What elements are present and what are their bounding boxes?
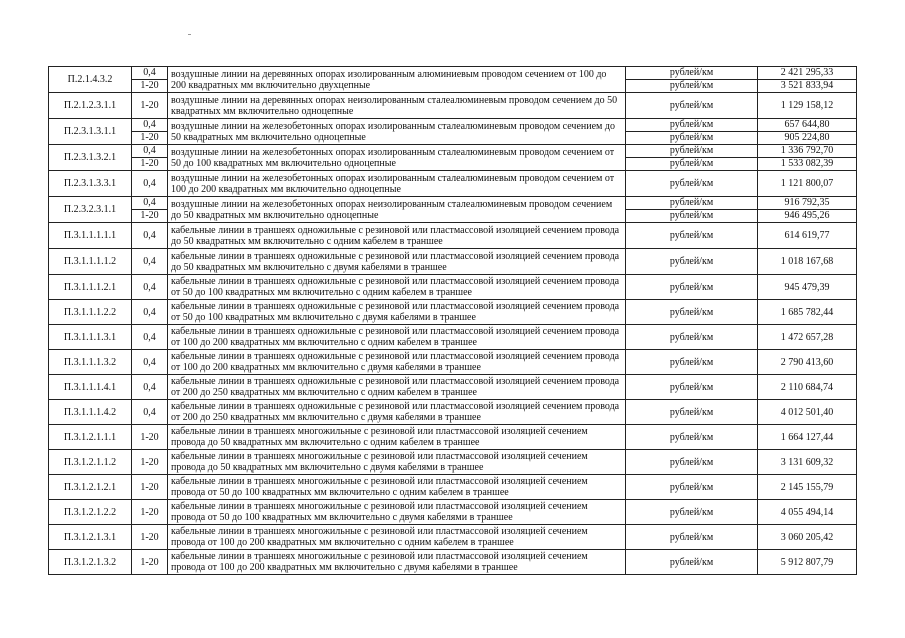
row-unit: рублей/км xyxy=(626,375,758,400)
row-price: 2 790 413,60 xyxy=(758,350,857,375)
table-row xyxy=(49,550,857,575)
row-code: П.3.1.2.1.3.1 xyxy=(49,525,132,550)
row-description: кабельные линии в траншеях одножильные с резиновой или пластмассовой изоляцией сечением провода от 100 до 200 квадратных мм включительно с двумя кабелями в траншее xyxy=(168,350,626,375)
row-voltage: 0,4 xyxy=(132,249,168,275)
row-unit: рублей/км xyxy=(626,93,758,119)
row-description: кабельные линии в траншеях многожильные с резиновой или пластмассовой изоляцией сечением провода от 100 до 200 квадратных мм включительно с двумя кабелями в траншее xyxy=(168,550,626,575)
row-price: 1 121 800,07 xyxy=(758,171,857,197)
row-price: 2 145 155,79 xyxy=(758,475,857,500)
row-price: 2 110 684,74 xyxy=(758,375,857,400)
row-unit: рублей/км xyxy=(626,171,758,197)
table-row xyxy=(49,145,857,171)
row-code: П.3.1.1.1.1.1 xyxy=(49,223,132,249)
row-unit: рублей/км xyxy=(626,249,758,275)
tariff-table-body xyxy=(49,67,857,575)
row-voltage: 1-20 xyxy=(132,525,168,550)
row-price: 1 664 127,44 xyxy=(758,425,857,450)
row-description: кабельные линии в траншеях одножильные с резиновой или пластмассовой изоляцией сечением провода до 50 квадратных мм включительно с одним кабелем в траншее xyxy=(168,223,626,249)
row-unit: рублей/км xyxy=(626,425,758,450)
unit-value: рублей/км xyxy=(669,119,714,130)
row-code: П.3.1.1.1.3.2 xyxy=(49,350,132,375)
row-voltage xyxy=(132,145,168,171)
row-description: кабельные линии в траншеях одножильные с резиновой или пластмассовой изоляцией сечением провода от 100 до 200 квадратных мм включительно с одним кабелем в траншее xyxy=(168,325,626,350)
row-description: кабельные линии в траншеях одножильные с резиновой или пластмассовой изоляцией сечением провода от 200 до 250 квадратных мм включительно с одним кабелем в траншее xyxy=(168,375,626,400)
row-code: П.3.1.1.1.4.2 xyxy=(49,400,132,425)
table-row xyxy=(49,500,857,525)
row-code: П.2.3.1.3.1.1 xyxy=(49,119,132,145)
row-code: П.2.3.1.3.2.1 xyxy=(49,145,132,171)
row-unit: рублей/км xyxy=(626,275,758,300)
voltage-value: 0,4 xyxy=(143,145,156,156)
voltage-value: 1-20 xyxy=(132,209,167,222)
row-code: П.2.1.4.3.2 xyxy=(49,67,132,93)
voltage-value: 0,4 xyxy=(143,197,156,208)
row-unit: рублей/км xyxy=(626,525,758,550)
row-description: кабельные линии в траншеях многожильные с резиновой или пластмассовой изоляцией сечением провода до 50 квадратных мм включительно с двумя кабелями в траншее xyxy=(168,450,626,475)
row-unit: рублей/км xyxy=(626,325,758,350)
table-row xyxy=(49,450,857,475)
unit-value: рублей/км xyxy=(626,79,757,92)
row-description: воздушные линии на железобетонных опорах неизолированным сталеалюминевым проводом сечением до 50 квадратных мм включительно одноцепные xyxy=(168,197,626,223)
table-row xyxy=(49,171,857,197)
voltage-value: 0,4 xyxy=(143,119,156,130)
row-description: кабельные линии в траншеях многожильные с резиновой или пластмассовой изоляцией сечением провода от 50 до 100 квадратных мм включительно с двумя кабелями в траншее xyxy=(168,500,626,525)
row-code: П.2.3.2.3.1.1 xyxy=(49,197,132,223)
row-voltage xyxy=(132,67,168,93)
table-row xyxy=(49,119,857,145)
row-voltage: 1-20 xyxy=(132,550,168,575)
row-description: кабельные линии в траншеях многожильные с резиновой или пластмассовой изоляцией сечением провода от 100 до 200 квадратных мм включительно с одним кабелем в траншее xyxy=(168,525,626,550)
row-voltage: 0,4 xyxy=(132,275,168,300)
row-voltage: 1-20 xyxy=(132,93,168,119)
unit-value: рублей/км xyxy=(669,145,714,156)
price-value: 3 521 833,94 xyxy=(758,79,856,92)
unit-value: рублей/км xyxy=(669,67,714,78)
row-description: кабельные линии в траншеях одножильные с резиновой или пластмассовой изоляцией сечением провода от 50 до 100 квадратных мм включительно с двумя кабелями в траншее xyxy=(168,300,626,325)
row-code: П.3.1.1.1.4.1 xyxy=(49,375,132,400)
price-value: 1 336 792,70 xyxy=(780,145,834,156)
row-description: воздушные линии на деревянных опорах неизолированным сталеалюминевым проводом сечением до 50 квадратных мм включительно одноцепные xyxy=(168,93,626,119)
row-price: 1 018 167,68 xyxy=(758,249,857,275)
row-voltage: 0,4 xyxy=(132,350,168,375)
table-row xyxy=(49,223,857,249)
row-unit xyxy=(626,197,758,223)
row-voltage: 1-20 xyxy=(132,500,168,525)
row-price: 1 129 158,12 xyxy=(758,93,857,119)
row-unit: рублей/км xyxy=(626,300,758,325)
row-voltage: 0,4 xyxy=(132,400,168,425)
row-description: кабельные линии в траншеях многожильные с резиновой или пластмассовой изоляцией сечением провода от 50 до 100 квадратных мм включительно с одним кабелем в траншее xyxy=(168,475,626,500)
table-row xyxy=(49,375,857,400)
row-code: П.3.1.1.1.2.1 xyxy=(49,275,132,300)
row-description: воздушные линии на железобетонных опорах изолированным сталеалюминевым проводом сечением от 100 до 200 квадратных мм включительно одноцепные xyxy=(168,171,626,197)
row-voltage: 0,4 xyxy=(132,300,168,325)
row-code: П.3.1.2.1.1.2 xyxy=(49,450,132,475)
row-price: 3 131 609,32 xyxy=(758,450,857,475)
row-code: П.2.3.1.3.3.1 xyxy=(49,171,132,197)
unit-value: рублей/км xyxy=(626,131,757,144)
unit-value: рублей/км xyxy=(626,209,757,222)
row-price xyxy=(758,145,857,171)
row-code: П.3.1.2.1.3.2 xyxy=(49,550,132,575)
price-value: 1 533 082,39 xyxy=(758,157,856,170)
row-price: 614 619,77 xyxy=(758,223,857,249)
table-row xyxy=(49,67,857,93)
table-row xyxy=(49,93,857,119)
table-row xyxy=(49,525,857,550)
price-value: 2 421 295,33 xyxy=(780,67,834,78)
row-unit: рублей/км xyxy=(626,475,758,500)
row-code: П.2.1.2.3.1.1 xyxy=(49,93,132,119)
table-row xyxy=(49,325,857,350)
row-code: П.3.1.1.1.1.2 xyxy=(49,249,132,275)
price-value: 657 644,80 xyxy=(784,119,830,130)
row-code: П.3.1.2.1.1.1 xyxy=(49,425,132,450)
row-unit xyxy=(626,145,758,171)
price-value: 905 224,80 xyxy=(758,131,856,144)
row-unit: рублей/км xyxy=(626,500,758,525)
voltage-value: 1-20 xyxy=(132,157,167,170)
row-voltage xyxy=(132,197,168,223)
row-price: 1 472 657,28 xyxy=(758,325,857,350)
row-price xyxy=(758,197,857,223)
row-code: П.3.1.1.1.2.2 xyxy=(49,300,132,325)
row-unit xyxy=(626,67,758,93)
row-price: 945 479,39 xyxy=(758,275,857,300)
table-row xyxy=(49,197,857,223)
price-value: 946 495,26 xyxy=(758,209,856,222)
row-description: кабельные линии в траншеях одножильные с резиновой или пластмассовой изоляцией сечением провода до 50 квадратных мм включительно с двумя кабелями в траншее xyxy=(168,249,626,275)
table-row xyxy=(49,300,857,325)
table-row xyxy=(49,249,857,275)
row-voltage: 0,4 xyxy=(132,325,168,350)
row-description: кабельные линии в траншеях одножильные с резиновой или пластмассовой изоляцией сечением провода от 200 до 250 квадратных мм включительно с двумя кабелями в траншее xyxy=(168,400,626,425)
row-price xyxy=(758,67,857,93)
row-voltage: 0,4 xyxy=(132,375,168,400)
unit-value: рублей/км xyxy=(669,197,714,208)
row-price: 4 055 494,14 xyxy=(758,500,857,525)
row-voltage: 0,4 xyxy=(132,223,168,249)
row-voltage xyxy=(132,119,168,145)
table-row xyxy=(49,350,857,375)
row-price: 3 060 205,42 xyxy=(758,525,857,550)
row-unit: рублей/км xyxy=(626,550,758,575)
row-voltage: 1-20 xyxy=(132,450,168,475)
row-unit: рублей/км xyxy=(626,350,758,375)
voltage-value: 0,4 xyxy=(143,67,156,78)
unit-value: рублей/км xyxy=(626,157,757,170)
row-description: кабельные линии в траншеях одножильные с резиновой или пластмассовой изоляцией сечением провода от 50 до 100 квадратных мм включительно с одним кабелем в траншее xyxy=(168,275,626,300)
row-voltage: 0,4 xyxy=(132,171,168,197)
price-value: 916 792,35 xyxy=(784,197,830,208)
table-row xyxy=(49,425,857,450)
row-description: воздушные линии на железобетонных опорах изолированным сталеалюминевым проводом сечением от 50 до 100 квадратных мм включительно одноцепные xyxy=(168,145,626,171)
scan-mark xyxy=(188,34,191,35)
table-row xyxy=(49,275,857,300)
row-code: П.3.1.2.1.2.1 xyxy=(49,475,132,500)
row-description: кабельные линии в траншеях многожильные с резиновой или пластмассовой изоляцией сечением провода до 50 квадратных мм включительно с одним кабелем в траншее xyxy=(168,425,626,450)
table-row xyxy=(49,475,857,500)
voltage-value: 1-20 xyxy=(132,131,167,144)
row-code: П.3.1.2.1.2.2 xyxy=(49,500,132,525)
row-unit: рублей/км xyxy=(626,450,758,475)
row-voltage: 1-20 xyxy=(132,475,168,500)
row-code: П.3.1.1.1.3.1 xyxy=(49,325,132,350)
row-unit xyxy=(626,119,758,145)
voltage-value: 1-20 xyxy=(132,79,167,92)
row-description: воздушные линии на деревянных опорах изолированным алюминиевым проводом сечением от 100 до 200 квадратных мм включительно двухцепные xyxy=(168,67,626,93)
tariff-table xyxy=(48,66,857,575)
row-voltage: 1-20 xyxy=(132,425,168,450)
row-price: 4 012 501,40 xyxy=(758,400,857,425)
row-price xyxy=(758,119,857,145)
row-unit: рублей/км xyxy=(626,400,758,425)
row-price: 1 685 782,44 xyxy=(758,300,857,325)
table-row xyxy=(49,400,857,425)
row-price: 5 912 807,79 xyxy=(758,550,857,575)
row-unit: рублей/км xyxy=(626,223,758,249)
row-description: воздушные линии на железобетонных опорах изолированным сталеалюминевым проводом сечением до 50 квадратных мм включительно одноцепные xyxy=(168,119,626,145)
